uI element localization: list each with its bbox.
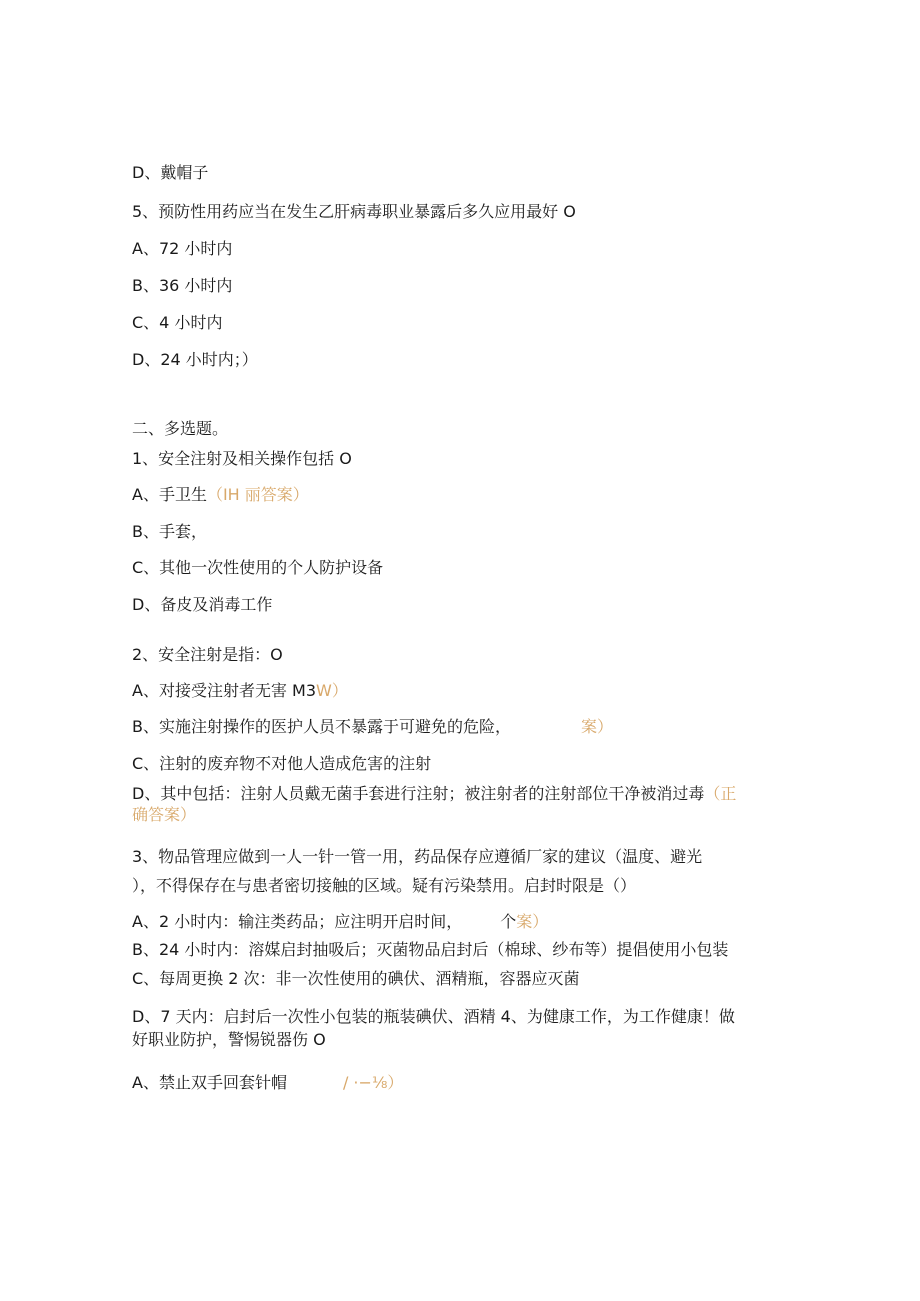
m2-option-d-line1: D、其中包括：注射人员戴无菌手套进行注射；被注射者的注射部位干净被消过毒（正 bbox=[132, 784, 737, 803]
m2-option-b: B、实施注射操作的医护人员不暴露于可避免的危险， 案） bbox=[132, 717, 613, 736]
q5-option-a: A、72 小时内 bbox=[132, 239, 233, 258]
m3-stem-line1: 3、物品管理应做到一人一针一管一用，药品保存应遵循厂家的建议（温度、避光 bbox=[132, 847, 703, 866]
answer-mark: / ·−⅛） bbox=[342, 1073, 404, 1092]
m2-option-d-line2 bbox=[132, 804, 196, 826]
m2-option-a: A、对接受注射者无害 M3W） bbox=[132, 681, 348, 700]
m2-stem: 2、安全注射是指：O bbox=[132, 645, 283, 664]
answer-mark: 确答案） bbox=[132, 805, 197, 824]
m3-option-c: C、每周更换 2 次：非一次性使用的碘伏、酒精瓶，容器应灭菌 bbox=[132, 969, 580, 988]
m1-option-b: B、手套， bbox=[132, 522, 207, 541]
answer-mark: （IH 丽答案） bbox=[206, 485, 309, 504]
q5-option-c: C、4 小时内 bbox=[132, 313, 223, 332]
m3-option-a: A、2 小时内：输注类药品；应注明开启时间， 个案） bbox=[132, 912, 549, 931]
m1-option-d: D、备皮及消毒工作 bbox=[132, 595, 273, 614]
m1-stem: 1、安全注射及相关操作包括 O bbox=[132, 449, 352, 468]
answer-mark: 案） bbox=[516, 912, 549, 931]
m4-option-a: A、禁止双手回套针帽 / ·−⅛） bbox=[132, 1073, 404, 1092]
m3-stem-line2: ），不得保存在与患者密切接触的区域。疑有污染禁用。启封时限是（） bbox=[132, 876, 637, 895]
m1-option-a: A、手卫生（IH 丽答案） bbox=[132, 485, 309, 504]
q4-option-d: D、戴帽子 bbox=[132, 163, 209, 182]
m3-option-d-line2: 好职业防护，警惕锐器伤 O bbox=[132, 1030, 326, 1049]
q5-stem: 5、预防性用药应当在发生乙肝病毒职业暴露后多久应用最好 O bbox=[132, 202, 576, 221]
m1-option-c: C、其他一次性使用的个人防护设备 bbox=[132, 558, 384, 577]
section-title-multiple-choice: 二、多选题。 bbox=[132, 419, 229, 438]
option-fragment: 个 bbox=[500, 912, 517, 931]
q5-option-d: D、24 小时内；） bbox=[132, 350, 258, 369]
answer-mark: （正 bbox=[704, 784, 737, 803]
q5-option-b: B、36 小时内 bbox=[132, 276, 233, 295]
answer-mark: W） bbox=[316, 681, 348, 700]
m3-option-b: B、24 小时内：溶媒启封抽吸后；灭菌物品启封后（棉球、纱布等）提倡使用小包装 bbox=[132, 940, 729, 959]
m3-option-d-line1: D、7 天内：启封后一次性小包装的瓶装碘伏、酒精 4、为健康工作，为工作健康！做 bbox=[132, 1007, 735, 1026]
m2-option-c: C、注射的废弃物不对他人造成危害的注射 bbox=[132, 754, 432, 773]
answer-mark: 案） bbox=[580, 717, 613, 736]
